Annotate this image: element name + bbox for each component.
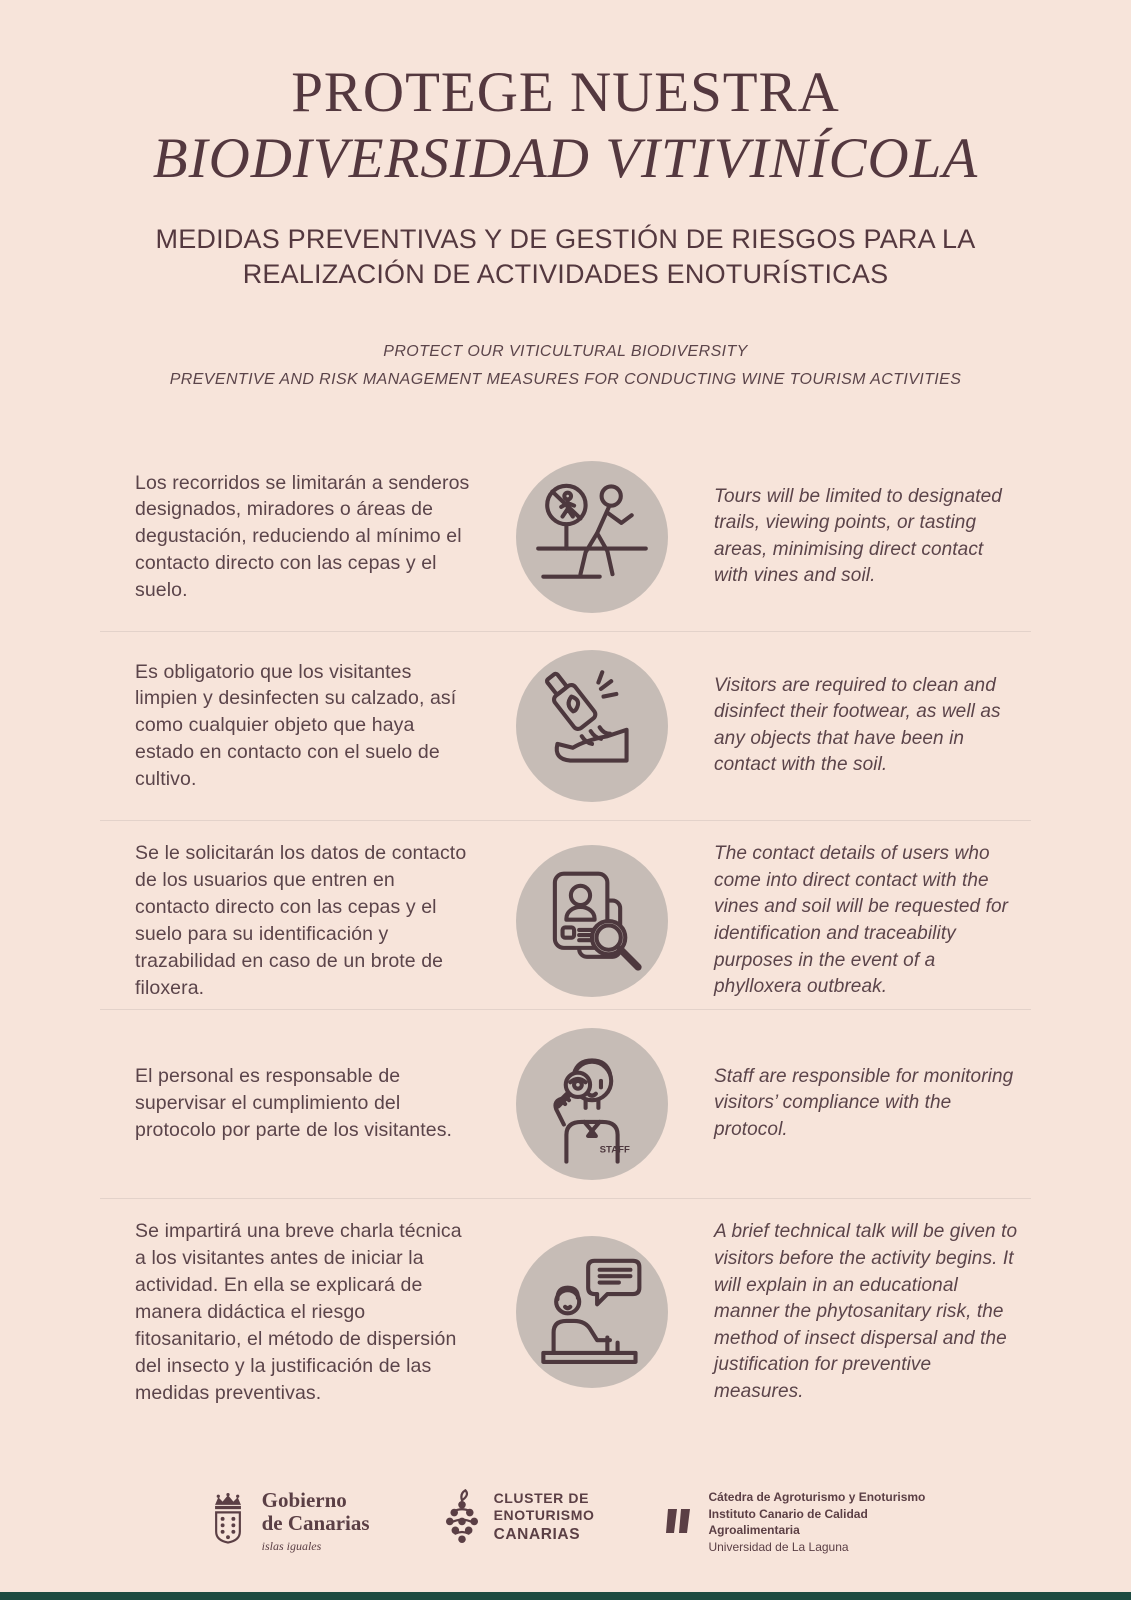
- measure-text-en: The contact details of users who come into direct contact with the vines and soil will be requested for identification and traceability purposes in the event of a phylloxera outbreak.: [714, 843, 1009, 998]
- measure-icon-cell: [470, 1236, 714, 1388]
- icon-circle: [516, 461, 668, 613]
- cluster-line-2: ENOTURISMO: [493, 1507, 595, 1524]
- measure-icon-cell: [470, 1028, 714, 1180]
- bottom-accent-bar: [0, 1592, 1131, 1600]
- icon-circle: [516, 845, 668, 997]
- measure-text-es: Es obligatorio que los visitantes limpien y desinfecten su calzado, así como cualquier objeto que haya estado en contacto con el suelo de cultivo.: [135, 660, 457, 791]
- title-line-2: BIODIVERSIDAD VITIVINÍCOLA: [152, 127, 979, 191]
- measure-row-trails: [0, 443, 1131, 631]
- measure-text-en: Staff are responsible for monitoring visitors’ compliance with the protocol.: [714, 1065, 1014, 1141]
- gobierno-line-1: Gobierno: [261, 1487, 347, 1512]
- catedra-text: [708, 1489, 925, 1556]
- icon-circle: [516, 1028, 668, 1180]
- cluster-line-3: CANARIAS: [493, 1525, 581, 1543]
- icon-circle: [516, 1236, 668, 1388]
- measure-text-en: A brief technical talk will be given to visitors before the activity begins. It will explain in an educational manner the phytosanitary risk, the method of insect dispersal and the justification for preventive measures.: [714, 1221, 1018, 1402]
- disinfectant-spray-boot-icon: [528, 662, 656, 790]
- no-pedestrians-walking-icon: [528, 473, 656, 601]
- measure-row-technical-talk: [0, 1199, 1131, 1404]
- measure-row-staff: [0, 1010, 1131, 1198]
- footer-logos: [0, 1489, 1131, 1556]
- grape-cluster-icon: [442, 1489, 482, 1545]
- catedra-line-4: Universidad de La Laguna: [708, 1540, 849, 1555]
- catedra-line-2: Instituto Canario de Calidad: [708, 1506, 868, 1521]
- id-card-magnifier-icon: [528, 857, 656, 985]
- icon-circle: [516, 650, 668, 802]
- logo-cluster-enoturismo: [442, 1489, 595, 1545]
- measure-row-contact-details: [0, 821, 1131, 1009]
- subtitle-en-line-2: PREVENTIVE AND RISK MANAGEMENT MEASURES FOR CONDUCTING WINE TOURISM ACTIVITIES: [169, 370, 962, 388]
- subtitle-en-line-1: PROTECT OUR VITICULTURAL BIODIVERSITY: [383, 343, 748, 361]
- measure-icon-cell: [470, 650, 714, 802]
- measure-text-es: Se le solicitarán los datos de contacto de los usuarios que entren en contacto directo con las cepas y el suelo para su identificación y trazabilidad en caso de un brote de filoxera.: [135, 842, 467, 999]
- measure-text-es: Se impartirá una breve charla técnica a los visitantes antes de iniciar la actividad. En ella se explicará de manera didáctica el riesgo fitosanitario, el método de dispersión del insecto y la justificación de las medidas preventivas.: [135, 1220, 462, 1404]
- gobierno-canarias-emblem-icon: [206, 1493, 250, 1549]
- measure-text-en: Visitors are required to clean and disinfect their footwear, as well as any objects that have been in contact with the soil.: [714, 674, 1001, 776]
- cluster-line-1: CLUSTER DE: [493, 1489, 590, 1506]
- poster-header: [0, 0, 1131, 393]
- staff-supervision-icon: [528, 1040, 656, 1168]
- measure-text-es: El personal es responsable de supervisar el cumplimiento del protocolo por parte de los visitantes.: [135, 1065, 453, 1142]
- measure-icon-cell: [470, 845, 714, 997]
- catedra-line-3: Agroalimentaria: [708, 1523, 800, 1538]
- title-line-1: PROTEGE NUESTRA: [291, 61, 840, 124]
- measure-icon-cell: [470, 461, 714, 613]
- measure-text-en: Tours will be limited to designated trails, viewing points, or tasting areas, minimising direct contact with vines and soil.: [714, 485, 1002, 587]
- subtitle-en: [0, 338, 1131, 392]
- measure-text-es: Los recorridos se limitarán a senderos designados, miradores o áreas de degustación, reduciendo al mínimo el contacto directo con las cepas y el suelo.: [135, 471, 470, 602]
- technical-talk-icon: [528, 1248, 656, 1376]
- logo-gobierno-de-canarias: [206, 1489, 370, 1554]
- subtitle-es: MEDIDAS PREVENTIVAS Y DE GESTIÓN DE RIESGOS PARA LA REALIZACIÓN DE ACTIVIDADES ENOTURÍSTICAS: [155, 224, 976, 290]
- gobierno-tagline: islas iguales: [261, 1539, 322, 1553]
- cluster-enoturismo-text: [494, 1490, 595, 1544]
- logo-catedra-agroturismo: [666, 1489, 925, 1556]
- catedra-mark-icon: [666, 1507, 696, 1537]
- measures-list: [0, 443, 1131, 1404]
- staff-badge-label: STAFF: [599, 1144, 630, 1156]
- measure-row-disinfect: [0, 632, 1131, 820]
- catedra-line-1: Cátedra de Agroturismo y Enoturismo: [708, 1489, 926, 1504]
- gobierno-canarias-text: [262, 1489, 370, 1554]
- gobierno-line-2: de Canarias: [261, 1510, 370, 1535]
